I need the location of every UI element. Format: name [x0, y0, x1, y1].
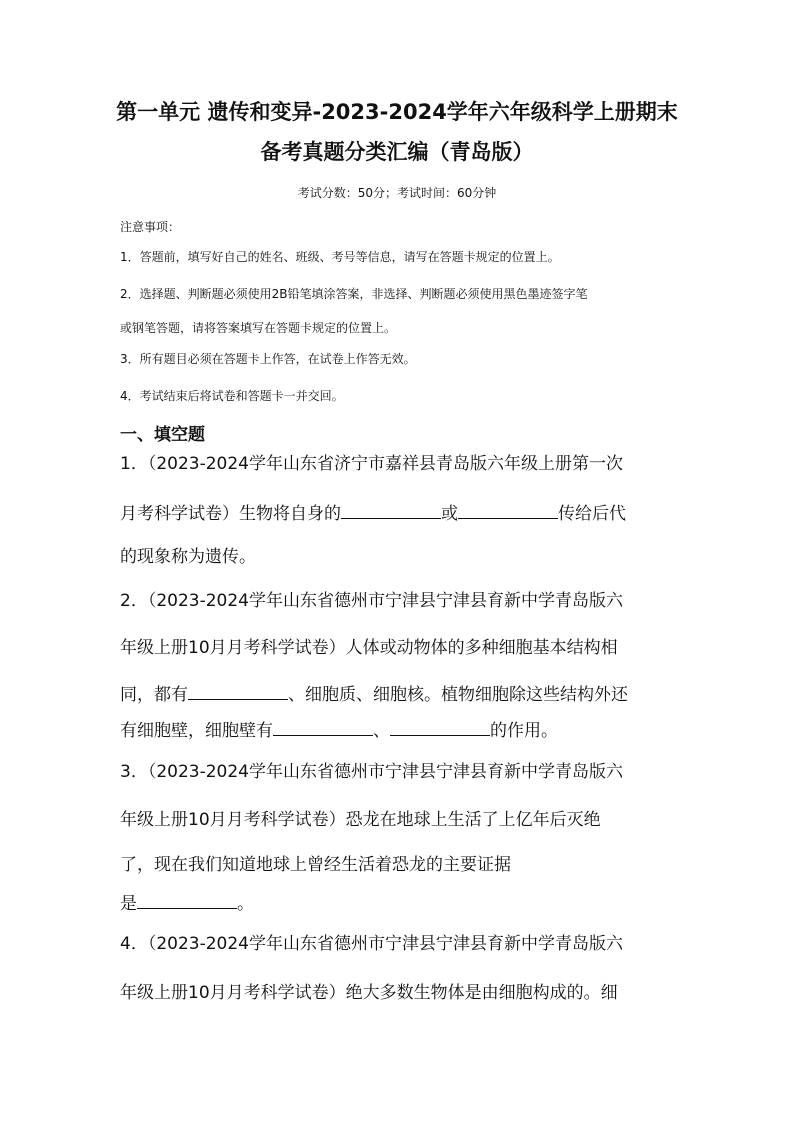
question-3-line-4 — [120, 890, 254, 916]
question-1-line-3: 的现象称为遗传。 — [120, 547, 256, 567]
note-item-3: 3．所有题目必须在答题卡上作答，在试卷上作答无效。 — [120, 352, 416, 366]
q3-text-a: 是 — [120, 894, 137, 914]
section-title: 一、填空题 — [120, 425, 205, 445]
q1-text-c: 传给后代 — [558, 504, 626, 524]
q2-text-d: 、 — [373, 721, 390, 741]
question-3-line-1: 3．（2023-2024学年山东省德州市宁津县宁津县育新中学青岛版六 — [120, 762, 623, 782]
question-1-line-1: 1．（2023-2024学年山东省济宁市嘉祥县青岛版六年级上册第一次 — [120, 454, 623, 474]
question-4-line-2: 年级上册10月月考科学试卷）绝大多数生物体是由细胞构成的。细 — [120, 983, 618, 1003]
answer-blank[interactable] — [137, 890, 237, 909]
answer-blank[interactable] — [390, 717, 490, 736]
page-title-line-1: 第一单元 遗传和变异-2023-2024学年六年级科学上册期末 — [116, 100, 678, 124]
question-2-line-1: 2．（2023-2024学年山东省德州市宁津县宁津县育新中学青岛版六 — [120, 591, 623, 611]
note-item-2-line-2: 或钢笔答题，请将答案填写在答题卡规定的位置上。 — [120, 321, 397, 335]
note-item-1: 1．答题前，填写好自己的姓名、班级、考号等信息，请写在答题卡规定的位置上。 — [120, 250, 560, 264]
exam-info: 考试分数：50分；考试时间：60分钟 — [297, 186, 497, 200]
question-3-line-2: 年级上册10月月考科学试卷）恐龙在地球上生活了上亿年后灭绝 — [120, 810, 601, 830]
q2-text-a: 同，都有 — [120, 685, 188, 705]
question-2-line-4 — [120, 717, 558, 743]
q2-text-b: 、细胞质、细胞核。植物细胞除这些结构外还 — [288, 685, 628, 705]
question-2-line-3 — [120, 681, 628, 707]
q3-text-b: 。 — [237, 894, 254, 914]
page-title-line-2: 备考真题分类汇编（青岛版） — [260, 140, 534, 164]
note-item-2-line-1: 2．选择题、判断题必须使用2B铅笔填涂答案，非选择、判断题必须使用黑色墨迹签字笔 — [120, 287, 588, 301]
answer-blank[interactable] — [273, 717, 373, 736]
notes-heading: 注意事项： — [120, 220, 181, 234]
note-item-4: 4．考试结束后将试卷和答题卡一并交回。 — [120, 389, 344, 403]
answer-blank[interactable] — [458, 500, 558, 519]
question-2-line-2: 年级上册10月月考科学试卷）人体或动物体的多种细胞基本结构相 — [120, 638, 618, 658]
q2-text-c: 有细胞壁，细胞壁有 — [120, 721, 273, 741]
answer-blank[interactable] — [341, 500, 441, 519]
q2-text-e: 的作用。 — [490, 721, 558, 741]
answer-blank[interactable] — [188, 681, 288, 700]
question-1-line-2 — [120, 500, 626, 526]
q1-text-b: 或 — [441, 504, 458, 524]
question-3-line-3: 了，现在我们知道地球上曾经生活着恐龙的主要证据 — [120, 855, 511, 875]
question-4-line-1: 4．（2023-2024学年山东省德州市宁津县宁津县育新中学青岛版六 — [120, 934, 623, 954]
q1-text-a: 月考科学试卷）生物将自身的 — [120, 504, 341, 524]
